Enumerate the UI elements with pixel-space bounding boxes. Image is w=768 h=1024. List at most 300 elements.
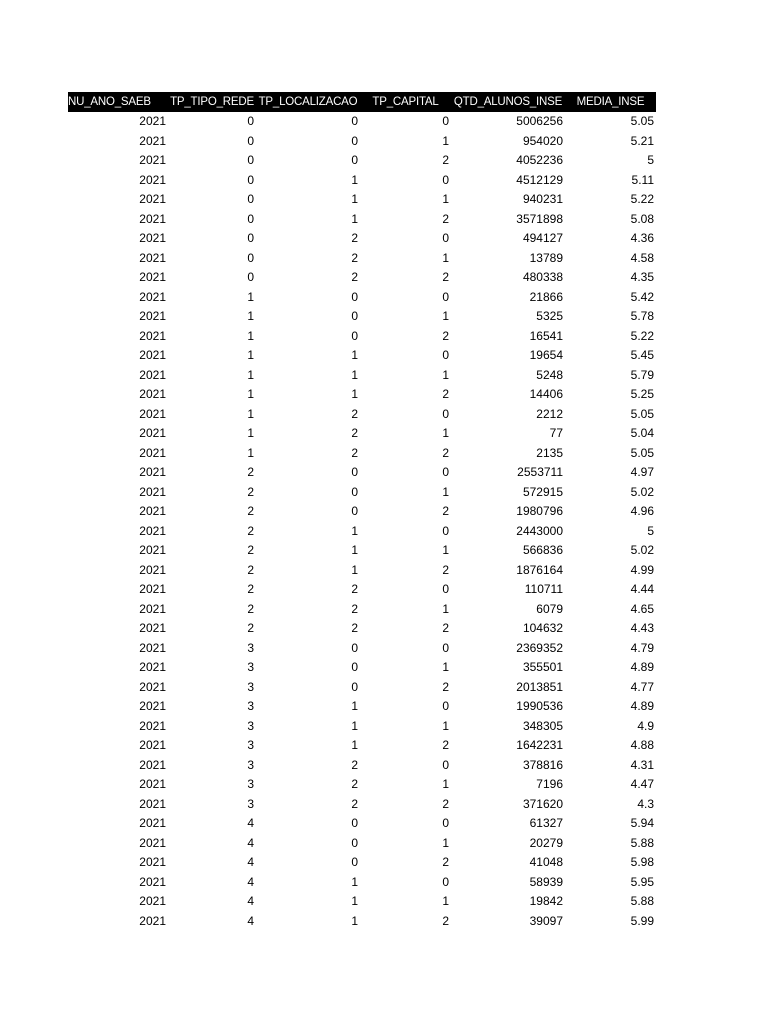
- cell-tp-capital: 2: [442, 738, 449, 753]
- header-tp-localizacao: TP_LOCALIZACAO: [256, 92, 360, 112]
- cell-nu-ano-saeb: 2021: [139, 445, 166, 460]
- cell-qtd-alunos-inse: 14406: [529, 387, 563, 402]
- table-row: [68, 541, 656, 561]
- cell-tp-localizacao: 1: [351, 387, 358, 402]
- cell-qtd-alunos-inse: 2013851: [516, 679, 563, 694]
- cell-tp-capital: 0: [442, 699, 449, 714]
- cell-qtd-alunos-inse: 566836: [522, 543, 563, 558]
- cell-tp-localizacao: 1: [351, 367, 358, 382]
- cell-tp-tipo-rede: 4: [247, 835, 254, 850]
- cell-tp-capital: 0: [442, 523, 449, 538]
- cell-tp-localizacao: 2: [351, 601, 358, 616]
- cell-media-inse: 5.08: [630, 211, 654, 226]
- cell-nu-ano-saeb: 2021: [139, 192, 166, 207]
- cell-media-inse: 5.45: [630, 348, 654, 363]
- cell-nu-ano-saeb: 2021: [139, 718, 166, 733]
- cell-tp-capital: 0: [442, 582, 449, 597]
- cell-qtd-alunos-inse: 77: [549, 426, 563, 441]
- cell-tp-localizacao: 1: [351, 523, 358, 538]
- cell-qtd-alunos-inse: 110711: [524, 582, 563, 597]
- cell-qtd-alunos-inse: 39097: [529, 913, 563, 928]
- cell-media-inse: 4.3: [637, 796, 654, 811]
- cell-tp-localizacao: 2: [351, 621, 358, 636]
- cell-nu-ano-saeb: 2021: [139, 562, 166, 577]
- cell-tp-capital: 1: [442, 894, 449, 909]
- cell-tp-localizacao: 1: [351, 192, 358, 207]
- cell-media-inse: 4.65: [630, 601, 654, 616]
- table-row: [68, 463, 656, 483]
- cell-tp-capital: 2: [442, 796, 449, 811]
- table-row: [68, 912, 656, 932]
- cell-media-inse: 4.35: [630, 270, 654, 285]
- table-row: [68, 424, 656, 444]
- cell-tp-localizacao: 2: [351, 426, 358, 441]
- cell-qtd-alunos-inse: 2443000: [516, 523, 563, 538]
- cell-qtd-alunos-inse: 5325: [536, 309, 563, 324]
- header-qtd-alunos-inse: QTD_ALUNOS_INSE: [451, 92, 565, 112]
- cell-tp-capital: 2: [442, 621, 449, 636]
- cell-tp-tipo-rede: 4: [247, 894, 254, 909]
- cell-nu-ano-saeb: 2021: [139, 367, 166, 382]
- table-body: [68, 112, 656, 931]
- cell-media-inse: 4.31: [630, 757, 654, 772]
- cell-tp-tipo-rede: 3: [247, 738, 254, 753]
- cell-nu-ano-saeb: 2021: [139, 328, 166, 343]
- cell-tp-capital: 0: [442, 874, 449, 889]
- cell-qtd-alunos-inse: 61327: [529, 816, 563, 831]
- cell-tp-localizacao: 1: [351, 894, 358, 909]
- cell-tp-capital: 0: [442, 640, 449, 655]
- cell-tp-localizacao: 2: [351, 796, 358, 811]
- cell-tp-tipo-rede: 1: [247, 445, 254, 460]
- table-row: [68, 327, 656, 347]
- cell-nu-ano-saeb: 2021: [139, 309, 166, 324]
- cell-qtd-alunos-inse: 2212: [536, 406, 563, 421]
- cell-tp-tipo-rede: 3: [247, 777, 254, 792]
- cell-tp-localizacao: 0: [351, 816, 358, 831]
- table-row: [68, 853, 656, 873]
- cell-media-inse: 4.36: [630, 231, 654, 246]
- cell-media-inse: 4.89: [630, 660, 654, 675]
- cell-tp-tipo-rede: 1: [247, 328, 254, 343]
- cell-tp-capital: 2: [442, 445, 449, 460]
- cell-media-inse: 5.02: [630, 543, 654, 558]
- table-row: [68, 229, 656, 249]
- cell-media-inse: 4.99: [630, 562, 654, 577]
- cell-tp-capital: 2: [442, 913, 449, 928]
- header-media-inse: MEDIA_INSE: [565, 92, 656, 112]
- cell-media-inse: 5.95: [630, 874, 654, 889]
- cell-nu-ano-saeb: 2021: [139, 250, 166, 265]
- cell-tp-localizacao: 0: [351, 328, 358, 343]
- cell-tp-localizacao: 1: [351, 211, 358, 226]
- cell-tp-tipo-rede: 1: [247, 426, 254, 441]
- cell-tp-capital: 1: [442, 367, 449, 382]
- table-row: [68, 561, 656, 581]
- cell-tp-capital: 1: [442, 777, 449, 792]
- cell-tp-capital: 2: [442, 211, 449, 226]
- cell-tp-capital: 1: [442, 835, 449, 850]
- cell-qtd-alunos-inse: 348305: [522, 718, 563, 733]
- cell-tp-capital: 0: [442, 757, 449, 772]
- cell-qtd-alunos-inse: 954020: [522, 133, 563, 148]
- cell-qtd-alunos-inse: 480338: [522, 270, 563, 285]
- cell-nu-ano-saeb: 2021: [139, 738, 166, 753]
- cell-tp-capital: 1: [442, 543, 449, 558]
- cell-media-inse: 5.94: [630, 816, 654, 831]
- table-row: [68, 502, 656, 522]
- cell-nu-ano-saeb: 2021: [139, 660, 166, 675]
- cell-media-inse: 5.25: [630, 387, 654, 402]
- table-row: [68, 717, 656, 737]
- cell-qtd-alunos-inse: 1642231: [516, 738, 563, 753]
- cell-tp-localizacao: 2: [351, 777, 358, 792]
- cell-tp-tipo-rede: 0: [247, 133, 254, 148]
- table-row: [68, 580, 656, 600]
- cell-qtd-alunos-inse: 13789: [529, 250, 563, 265]
- cell-nu-ano-saeb: 2021: [139, 855, 166, 870]
- cell-tp-capital: 2: [442, 387, 449, 402]
- cell-qtd-alunos-inse: 5248: [536, 367, 563, 382]
- table-row: [68, 385, 656, 405]
- cell-nu-ano-saeb: 2021: [139, 387, 166, 402]
- cell-tp-capital: 2: [442, 328, 449, 343]
- cell-tp-tipo-rede: 1: [247, 348, 254, 363]
- cell-media-inse: 5.04: [630, 426, 654, 441]
- cell-tp-tipo-rede: 1: [247, 367, 254, 382]
- table-row: [68, 697, 656, 717]
- cell-tp-capital: 1: [442, 484, 449, 499]
- cell-tp-tipo-rede: 2: [247, 621, 254, 636]
- cell-tp-capital: 1: [442, 660, 449, 675]
- cell-tp-localizacao: 0: [351, 640, 358, 655]
- cell-tp-localizacao: 1: [351, 874, 358, 889]
- cell-tp-capital: 2: [442, 562, 449, 577]
- cell-tp-localizacao: 0: [351, 153, 358, 168]
- table-row: [68, 366, 656, 386]
- cell-nu-ano-saeb: 2021: [139, 465, 166, 480]
- cell-media-inse: 4.79: [630, 640, 654, 655]
- table-row: [68, 112, 656, 132]
- cell-qtd-alunos-inse: 7196: [536, 777, 563, 792]
- cell-nu-ano-saeb: 2021: [139, 114, 166, 129]
- cell-nu-ano-saeb: 2021: [139, 406, 166, 421]
- cell-tp-capital: 2: [442, 153, 449, 168]
- cell-media-inse: 4.9: [637, 718, 654, 733]
- table-row: [68, 678, 656, 698]
- cell-qtd-alunos-inse: 1990536: [516, 699, 563, 714]
- cell-tp-tipo-rede: 4: [247, 816, 254, 831]
- cell-nu-ano-saeb: 2021: [139, 523, 166, 538]
- cell-tp-tipo-rede: 2: [247, 582, 254, 597]
- cell-tp-localizacao: 1: [351, 543, 358, 558]
- cell-tp-tipo-rede: 0: [247, 153, 254, 168]
- cell-tp-capital: 0: [442, 465, 449, 480]
- cell-tp-tipo-rede: 3: [247, 757, 254, 772]
- cell-qtd-alunos-inse: 371620: [522, 796, 563, 811]
- cell-qtd-alunos-inse: 940231: [522, 192, 563, 207]
- table-row: [68, 639, 656, 659]
- table-row: [68, 814, 656, 834]
- data-table: [68, 92, 656, 931]
- cell-tp-localizacao: 0: [351, 679, 358, 694]
- cell-tp-localizacao: 0: [351, 289, 358, 304]
- cell-tp-capital: 1: [442, 309, 449, 324]
- table-row: [68, 171, 656, 191]
- cell-media-inse: 5.22: [630, 328, 654, 343]
- cell-tp-localizacao: 2: [351, 582, 358, 597]
- cell-tp-capital: 0: [442, 172, 449, 187]
- cell-tp-localizacao: 0: [351, 114, 358, 129]
- table-row: [68, 873, 656, 893]
- cell-tp-localizacao: 2: [351, 757, 358, 772]
- cell-nu-ano-saeb: 2021: [139, 699, 166, 714]
- cell-nu-ano-saeb: 2021: [139, 640, 166, 655]
- cell-tp-localizacao: 0: [351, 465, 358, 480]
- cell-tp-capital: 1: [442, 250, 449, 265]
- cell-media-inse: 4.89: [630, 699, 654, 714]
- cell-tp-capital: 1: [442, 192, 449, 207]
- cell-media-inse: 4.77: [630, 679, 654, 694]
- cell-tp-tipo-rede: 0: [247, 172, 254, 187]
- table-row: [68, 658, 656, 678]
- cell-nu-ano-saeb: 2021: [139, 621, 166, 636]
- table-row: [68, 775, 656, 795]
- cell-tp-localizacao: 0: [351, 133, 358, 148]
- cell-nu-ano-saeb: 2021: [139, 679, 166, 694]
- cell-nu-ano-saeb: 2021: [139, 289, 166, 304]
- cell-tp-tipo-rede: 3: [247, 796, 254, 811]
- cell-tp-capital: 0: [442, 816, 449, 831]
- cell-qtd-alunos-inse: 4512129: [516, 172, 563, 187]
- cell-qtd-alunos-inse: 6079: [536, 601, 563, 616]
- cell-tp-tipo-rede: 3: [247, 640, 254, 655]
- cell-tp-capital: 0: [442, 348, 449, 363]
- cell-tp-tipo-rede: 0: [247, 211, 254, 226]
- cell-nu-ano-saeb: 2021: [139, 172, 166, 187]
- cell-qtd-alunos-inse: 355501: [522, 660, 563, 675]
- cell-nu-ano-saeb: 2021: [139, 757, 166, 772]
- cell-tp-tipo-rede: 0: [247, 231, 254, 246]
- table-row: [68, 151, 656, 171]
- cell-nu-ano-saeb: 2021: [139, 894, 166, 909]
- table-row: [68, 190, 656, 210]
- header-tp-capital: TP_CAPITAL: [360, 92, 451, 112]
- cell-media-inse: 5.22: [630, 192, 654, 207]
- cell-tp-tipo-rede: 0: [247, 192, 254, 207]
- cell-tp-tipo-rede: 1: [247, 309, 254, 324]
- header-nu-ano-saeb: NU_ANO_SAEB: [68, 92, 168, 112]
- table-row: [68, 483, 656, 503]
- header-row: [68, 92, 656, 112]
- cell-tp-capital: 0: [442, 231, 449, 246]
- cell-tp-localizacao: 1: [351, 348, 358, 363]
- cell-media-inse: 5.02: [630, 484, 654, 499]
- cell-media-inse: 4.43: [630, 621, 654, 636]
- cell-qtd-alunos-inse: 494127: [522, 231, 563, 246]
- cell-media-inse: 4.44: [630, 582, 654, 597]
- cell-tp-localizacao: 1: [351, 699, 358, 714]
- cell-tp-tipo-rede: 1: [247, 289, 254, 304]
- cell-nu-ano-saeb: 2021: [139, 816, 166, 831]
- cell-tp-localizacao: 1: [351, 718, 358, 733]
- cell-qtd-alunos-inse: 16541: [529, 328, 563, 343]
- cell-tp-capital: 1: [442, 426, 449, 441]
- table-row: [68, 210, 656, 230]
- cell-nu-ano-saeb: 2021: [139, 504, 166, 519]
- cell-tp-tipo-rede: 0: [247, 270, 254, 285]
- cell-qtd-alunos-inse: 21866: [529, 289, 563, 304]
- cell-qtd-alunos-inse: 20279: [529, 835, 563, 850]
- cell-tp-localizacao: 1: [351, 738, 358, 753]
- cell-tp-capital: 2: [442, 855, 449, 870]
- cell-qtd-alunos-inse: 2369352: [516, 640, 563, 655]
- cell-tp-tipo-rede: 2: [247, 465, 254, 480]
- header-tp-tipo-rede: TP_TIPO_REDE: [168, 92, 256, 112]
- cell-tp-localizacao: 0: [351, 309, 358, 324]
- table-row: [68, 834, 656, 854]
- cell-qtd-alunos-inse: 58939: [529, 874, 563, 889]
- cell-tp-tipo-rede: 2: [247, 562, 254, 577]
- cell-tp-tipo-rede: 2: [247, 543, 254, 558]
- cell-nu-ano-saeb: 2021: [139, 543, 166, 558]
- cell-nu-ano-saeb: 2021: [139, 426, 166, 441]
- table-row: [68, 619, 656, 639]
- cell-nu-ano-saeb: 2021: [139, 348, 166, 363]
- cell-qtd-alunos-inse: 3571898: [516, 211, 563, 226]
- table-row: [68, 405, 656, 425]
- cell-qtd-alunos-inse: 572915: [522, 484, 563, 499]
- cell-nu-ano-saeb: 2021: [139, 796, 166, 811]
- cell-tp-tipo-rede: 4: [247, 913, 254, 928]
- cell-qtd-alunos-inse: 378816: [522, 757, 563, 772]
- cell-media-inse: 5.98: [630, 855, 654, 870]
- cell-tp-capital: 0: [442, 406, 449, 421]
- cell-media-inse: 5.05: [630, 114, 654, 129]
- cell-qtd-alunos-inse: 1980796: [516, 504, 563, 519]
- cell-tp-localizacao: 0: [351, 855, 358, 870]
- cell-tp-localizacao: 0: [351, 660, 358, 675]
- cell-tp-tipo-rede: 2: [247, 484, 254, 499]
- cell-nu-ano-saeb: 2021: [139, 777, 166, 792]
- cell-media-inse: 5.05: [630, 445, 654, 460]
- cell-tp-capital: 2: [442, 270, 449, 285]
- cell-tp-tipo-rede: 0: [247, 114, 254, 129]
- cell-qtd-alunos-inse: 5006256: [516, 114, 563, 129]
- cell-tp-tipo-rede: 2: [247, 504, 254, 519]
- cell-media-inse: 4.47: [630, 777, 654, 792]
- cell-tp-localizacao: 0: [351, 484, 358, 499]
- cell-nu-ano-saeb: 2021: [139, 211, 166, 226]
- cell-tp-localizacao: 2: [351, 270, 358, 285]
- cell-qtd-alunos-inse: 19654: [529, 348, 563, 363]
- cell-tp-capital: 0: [442, 289, 449, 304]
- cell-media-inse: 4.97: [630, 465, 654, 480]
- cell-qtd-alunos-inse: 104632: [522, 621, 563, 636]
- cell-qtd-alunos-inse: 2553711: [517, 465, 563, 480]
- cell-tp-tipo-rede: 3: [247, 699, 254, 714]
- cell-tp-localizacao: 1: [351, 562, 358, 577]
- cell-media-inse: 5.21: [630, 133, 654, 148]
- cell-tp-tipo-rede: 2: [247, 601, 254, 616]
- cell-tp-tipo-rede: 4: [247, 874, 254, 889]
- cell-media-inse: 4.58: [630, 250, 654, 265]
- cell-tp-capital: 1: [442, 601, 449, 616]
- cell-tp-tipo-rede: 3: [247, 718, 254, 733]
- table-row: [68, 600, 656, 620]
- cell-media-inse: 5.42: [630, 289, 654, 304]
- table-row: [68, 249, 656, 269]
- cell-media-inse: 5.88: [630, 835, 654, 850]
- table-row: [68, 346, 656, 366]
- cell-tp-localizacao: 2: [351, 406, 358, 421]
- cell-tp-capital: 0: [442, 114, 449, 129]
- cell-qtd-alunos-inse: 2135: [536, 445, 563, 460]
- cell-tp-tipo-rede: 1: [247, 387, 254, 402]
- cell-media-inse: 5.88: [630, 894, 654, 909]
- table-row: [68, 756, 656, 776]
- cell-nu-ano-saeb: 2021: [139, 601, 166, 616]
- cell-tp-capital: 2: [442, 504, 449, 519]
- cell-tp-localizacao: 0: [351, 504, 358, 519]
- cell-nu-ano-saeb: 2021: [139, 270, 166, 285]
- cell-nu-ano-saeb: 2021: [139, 874, 166, 889]
- cell-qtd-alunos-inse: 19842: [529, 894, 563, 909]
- cell-nu-ano-saeb: 2021: [139, 153, 166, 168]
- table-row: [68, 522, 656, 542]
- cell-tp-tipo-rede: 1: [247, 406, 254, 421]
- cell-tp-localizacao: 2: [351, 250, 358, 265]
- cell-media-inse: 5: [647, 153, 654, 168]
- cell-tp-tipo-rede: 2: [247, 523, 254, 538]
- cell-tp-localizacao: 2: [351, 445, 358, 460]
- cell-tp-capital: 2: [442, 679, 449, 694]
- table-row: [68, 268, 656, 288]
- cell-qtd-alunos-inse: 1876164: [516, 562, 563, 577]
- cell-tp-localizacao: 0: [351, 835, 358, 850]
- cell-media-inse: 5: [647, 523, 654, 538]
- cell-nu-ano-saeb: 2021: [139, 484, 166, 499]
- cell-tp-capital: 1: [442, 718, 449, 733]
- cell-media-inse: 5.11: [631, 172, 654, 187]
- cell-media-inse: 5.79: [630, 367, 654, 382]
- cell-media-inse: 4.96: [630, 504, 654, 519]
- table-row: [68, 307, 656, 327]
- cell-tp-localizacao: 1: [351, 913, 358, 928]
- cell-media-inse: 5.05: [630, 406, 654, 421]
- cell-tp-tipo-rede: 0: [247, 250, 254, 265]
- cell-tp-tipo-rede: 3: [247, 679, 254, 694]
- table-row: [68, 795, 656, 815]
- cell-nu-ano-saeb: 2021: [139, 913, 166, 928]
- table-row: [68, 132, 656, 152]
- table-row: [68, 892, 656, 912]
- cell-tp-localizacao: 1: [351, 172, 358, 187]
- cell-qtd-alunos-inse: 41048: [529, 855, 563, 870]
- cell-nu-ano-saeb: 2021: [139, 835, 166, 850]
- cell-tp-capital: 1: [442, 133, 449, 148]
- cell-media-inse: 5.78: [630, 309, 654, 324]
- cell-qtd-alunos-inse: 4052236: [516, 153, 563, 168]
- cell-tp-tipo-rede: 3: [247, 660, 254, 675]
- cell-media-inse: 5.99: [630, 913, 654, 928]
- cell-tp-tipo-rede: 4: [247, 855, 254, 870]
- table-row: [68, 736, 656, 756]
- table-row: [68, 288, 656, 308]
- cell-media-inse: 4.88: [630, 738, 654, 753]
- cell-nu-ano-saeb: 2021: [139, 231, 166, 246]
- cell-tp-localizacao: 2: [351, 231, 358, 246]
